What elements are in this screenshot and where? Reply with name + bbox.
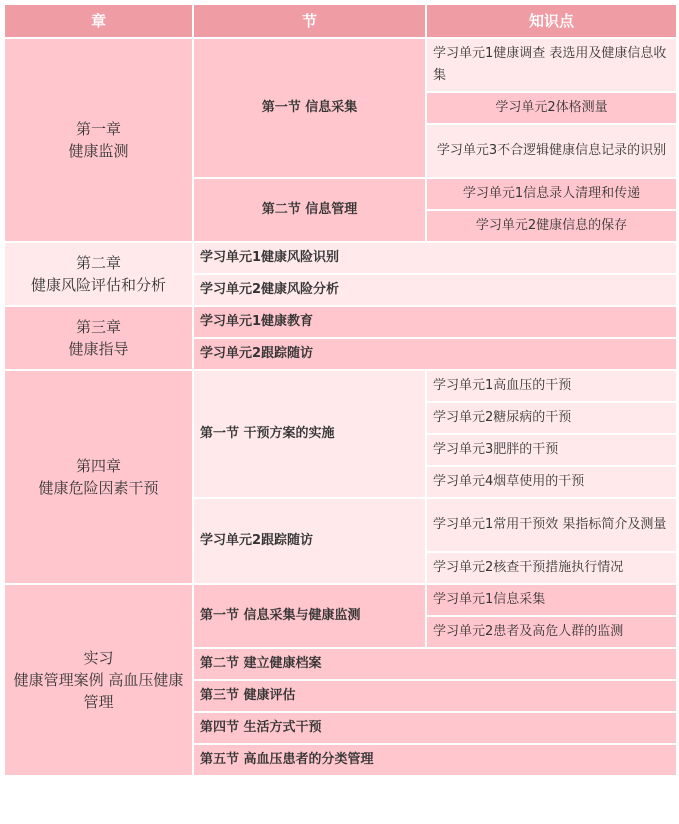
- ch1-s1-knowledge-1: 学习单元1健康调查 表选用及健康信息收集: [426, 38, 677, 92]
- ch1-section-1: 第一节 信息采集: [193, 38, 426, 178]
- chapter-1-cell: [4, 38, 193, 242]
- chapter-4-title: 健康危险因素干预: [38, 479, 159, 497]
- ch1-s2-knowledge-1: 学习单元1信息录人清理和传递: [426, 178, 677, 210]
- ch4-s1-knowledge-1: 学习单元1高血压的干预: [426, 370, 677, 402]
- ch5-section-3: 第三节 健康评估: [193, 680, 677, 712]
- ch4-s1-knowledge-3: 学习单元3肥胖的干预: [426, 434, 677, 466]
- ch5-section-2: 第二节 建立健康档案: [193, 648, 677, 680]
- table-row: [4, 242, 677, 274]
- chapter-4-cell: [4, 370, 193, 584]
- ch4-s2-knowledge-1: 学习单元1常用干预效 果指标简介及测量: [426, 498, 677, 552]
- table-row: [4, 584, 677, 616]
- ch1-section-2: 第二节 信息管理: [193, 178, 426, 242]
- table-row: [4, 306, 677, 338]
- ch1-s2-knowledge-2: 学习单元2健康信息的保存: [426, 210, 677, 242]
- header-chapter: 章: [4, 4, 193, 38]
- ch5-s1-knowledge-1: 学习单元1信息采集: [426, 584, 677, 616]
- chapter-4-number: 第四章: [75, 457, 121, 475]
- ch5-section-5: 第五节 高血压患者的分类管理: [193, 744, 677, 776]
- chapter-5-title: 健康管理案例 高血压健康管理: [13, 671, 184, 711]
- chapter-1-title: 健康监测: [68, 142, 129, 160]
- chapter-2-title: 健康风险评估和分析: [30, 276, 166, 294]
- ch4-section-2: 学习单元2跟踪随访: [193, 498, 426, 584]
- ch5-section-1: 第一节 信息采集与健康监测: [193, 584, 426, 648]
- chapter-5-cell: [4, 584, 193, 776]
- ch5-s1-knowledge-2: 学习单元2患者及高危人群的监测: [426, 616, 677, 648]
- ch3-unit-1: 学习单元1健康教育: [193, 306, 677, 338]
- ch1-s1-knowledge-2: 学习单元2体格测量: [426, 92, 677, 124]
- ch1-s1-knowledge-3: 学习单元3不合逻辑健康信息记录的识别: [426, 124, 677, 178]
- ch5-section-4: 第四节 生活方式干预: [193, 712, 677, 744]
- chapter-2-cell: [4, 242, 193, 306]
- ch2-unit-1: 学习单元1健康风险识别: [193, 242, 677, 274]
- ch4-section-1: 第一节 干预方案的实施: [193, 370, 426, 498]
- ch4-s1-knowledge-4: 学习单元4烟草使用的干预: [426, 466, 677, 498]
- ch4-s2-knowledge-2: 学习单元2核查干预措施执行情况: [426, 552, 677, 584]
- chapter-5-number: 实习: [83, 649, 114, 667]
- chapter-3-title: 健康指导: [68, 340, 129, 358]
- chapter-2-number: 第二章: [75, 254, 121, 272]
- syllabus-table: [3, 3, 678, 777]
- chapter-1-number: 第一章: [75, 120, 121, 138]
- table-row: [4, 38, 677, 92]
- header-section: 节: [193, 4, 426, 38]
- chapter-3-cell: [4, 306, 193, 370]
- chapter-3-number: 第三章: [75, 318, 121, 336]
- ch2-unit-2: 学习单元2健康风险分析: [193, 274, 677, 306]
- header-knowledge: 知识点: [426, 4, 677, 38]
- ch4-s1-knowledge-2: 学习单元2糖尿病的干预: [426, 402, 677, 434]
- ch3-unit-2: 学习单元2跟踪随访: [193, 338, 677, 370]
- table-row: [4, 370, 677, 402]
- table-header-row: [4, 4, 677, 38]
